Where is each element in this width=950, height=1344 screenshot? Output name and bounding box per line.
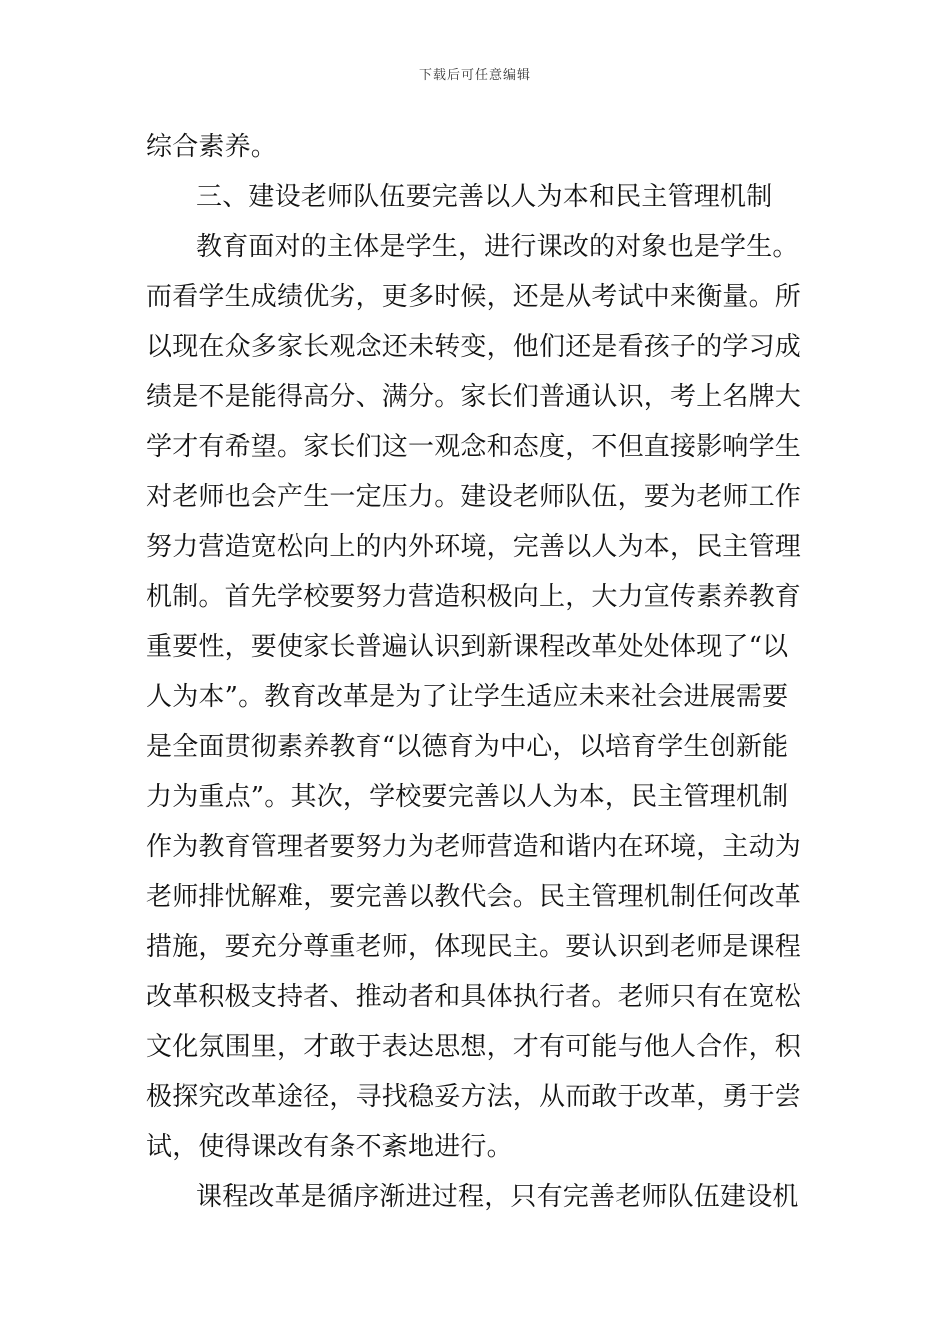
text-line: 试，使得课改有条不紊地进行。 (146, 1132, 513, 1162)
section-heading: 三、建设老师队伍要完善以人为本和民主管理机制 (196, 182, 773, 212)
text-line: 以现在众多家长观念还未转变，他们还是看孩子的学习成 (146, 332, 802, 362)
text-line: 努力营造宽松向上的内外环境，完善以人为本，民主管理 (146, 532, 802, 562)
text-line: 极探究改革途径，寻找稳妥方法，从而敢于改革，勇于尝 (146, 1082, 802, 1112)
text-line: 教育面对的主体是学生，进行课改的对象也是学生。 (196, 232, 799, 262)
text-line: 综合素养。 (146, 132, 278, 162)
text-line: 重要性，要使家长普遍认识到新课程改革处处体现了“以 (146, 632, 789, 662)
text-line: 学才有希望。家长们这一观念和态度，不但直接影响学生 (146, 432, 802, 462)
text-line: 力为重点”。其次，学校要完善以人为本，民主管理机制 (146, 782, 789, 812)
text-line: 绩是不是能得高分、满分。家长们普通认识，考上名牌大 (146, 382, 802, 412)
text-line: 是全面贯彻素养教育“以德育为中心，以培育学生创新能 (146, 732, 789, 762)
text-line: 作为教育管理者要努力为老师营造和谐内在环境，主动为 (146, 832, 802, 862)
text-line: 老师排忧解难，要完善以教代会。民主管理机制任何改革 (146, 882, 802, 912)
text-line: 改革积极支持者、推动者和具体执行者。老师只有在宽松 (146, 982, 802, 1012)
text-line: 机制。首先学校要努力营造积极向上，大力宣传素养教育 (146, 582, 802, 612)
page-header: 下载后可任意编辑 (418, 68, 531, 83)
text-line: 课程改革是循序渐进过程，只有完善老师队伍建设机 (196, 1182, 799, 1212)
text-line: 人为本”。教育改革是为了让学生适应未来社会进展需要 (146, 682, 789, 712)
text-line: 文化氛围里，才敢于表达思想，才有可能与他人合作，积 (146, 1032, 802, 1062)
text-line: 对老师也会产生一定压力。建设老师队伍，要为老师工作 (146, 482, 802, 512)
text-line: 而看学生成绩优劣，更多时候，还是从考试中来衡量。所 (146, 282, 802, 312)
text-line: 措施，要充分尊重老师，体现民主。要认识到老师是课程 (146, 932, 802, 962)
